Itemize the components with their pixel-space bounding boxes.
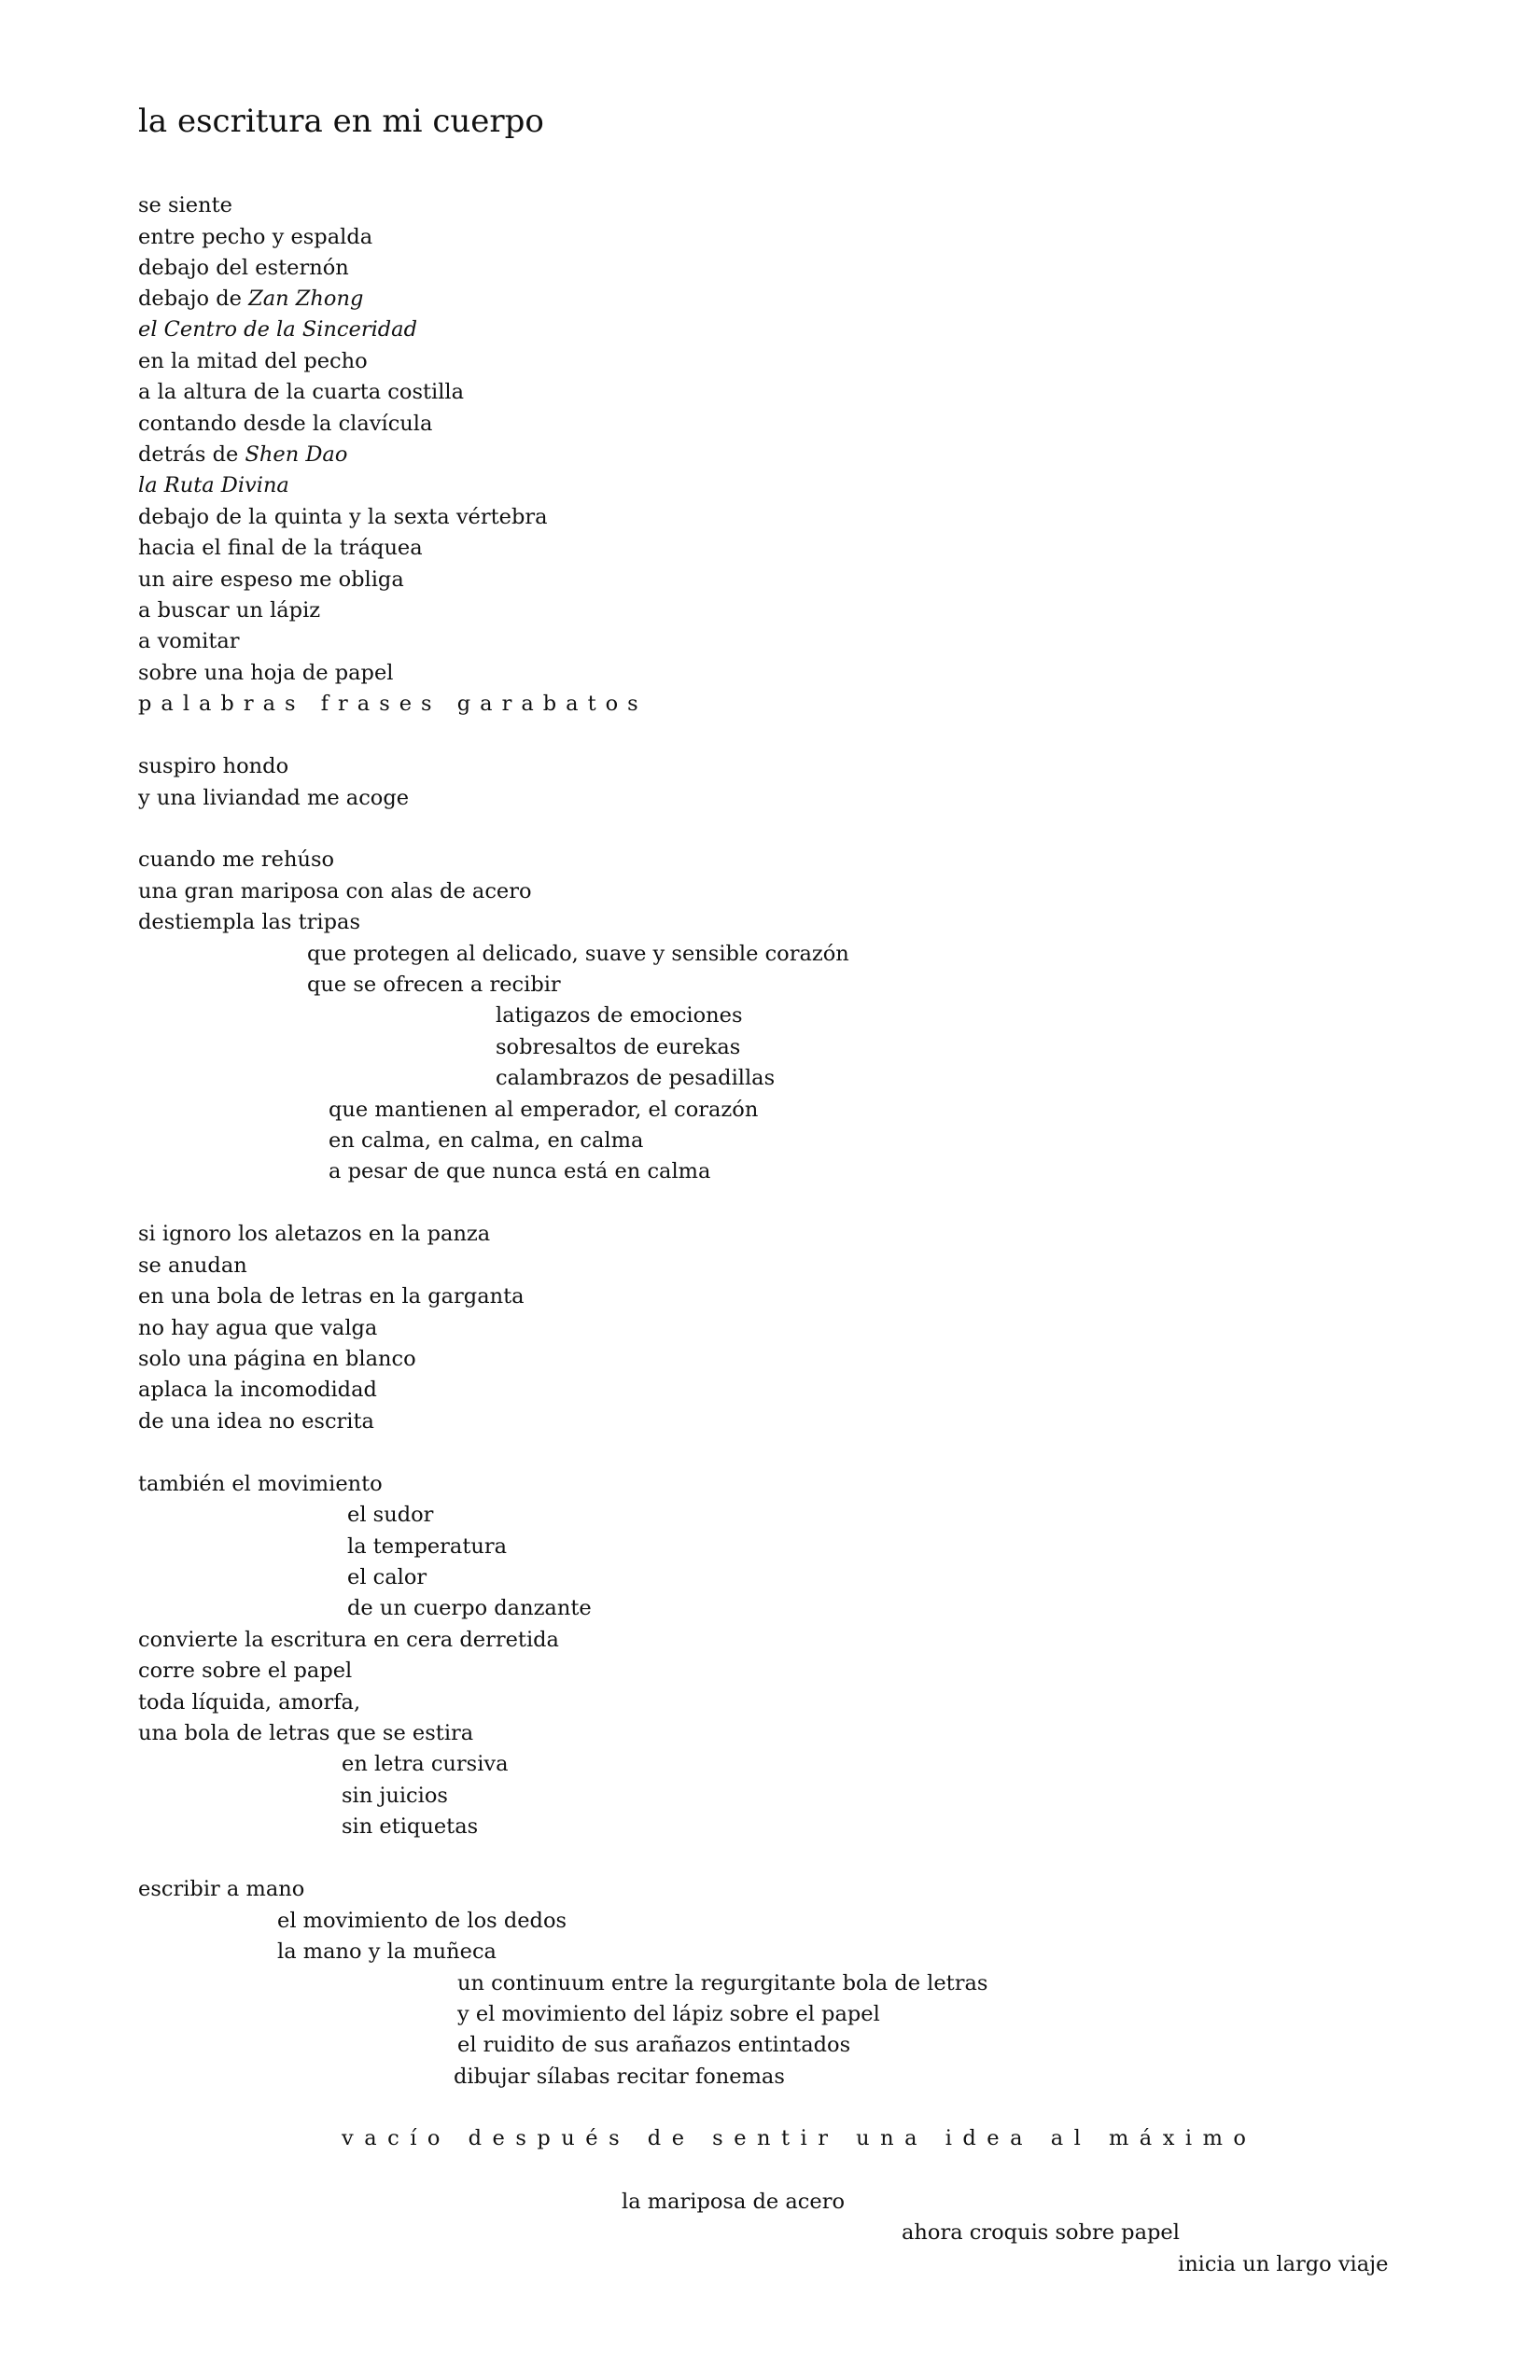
poem-line: un aire espeso me obliga — [138, 567, 404, 592]
poem-line: también el movimiento — [138, 1472, 383, 1496]
poem-line: la temperatura — [347, 1534, 508, 1559]
poem-line: contando desde la clavícula — [138, 412, 433, 436]
poem-line: que se ofrecen a recibir — [307, 973, 561, 997]
poem-line: sin juicios — [342, 1784, 448, 1808]
poem-line: en letra cursiva — [342, 1752, 509, 1776]
poem-line: en la mitad del pecho — [138, 349, 368, 373]
poem-line: y una liviandad me acoge — [138, 786, 410, 810]
poem-line: que protegen al delicado, suave y sensible corazón — [307, 942, 849, 966]
poem-line: a la altura de la cuarta costilla — [138, 380, 465, 404]
poem-line: corre sobre el papel — [138, 1659, 353, 1683]
line-text: detrás de — [138, 442, 245, 467]
spaced-line: vacío después de sentir una idea al máximo — [342, 2126, 1257, 2150]
poem-line: a buscar un lápiz — [138, 598, 321, 623]
poem-line: el movimiento de los dedos — [277, 1909, 567, 1933]
poem-line: destiempla las tripas — [138, 910, 360, 934]
poem-line — [138, 315, 417, 343]
poem-line: el sudor — [347, 1503, 434, 1527]
poem-line: debajo del esternón — [138, 256, 349, 280]
poem-line: de un cuerpo danzante — [347, 1596, 592, 1620]
poem-line: un continuum entre la regurgitante bola de letras — [457, 1971, 988, 1995]
poem-line: toda líquida, amorfa, — [138, 1690, 361, 1715]
poem-line: una bola de letras que se estira — [138, 1721, 474, 1745]
italic-term: Zan Zhong — [248, 287, 364, 311]
poem-line: la mariposa de acero — [622, 2190, 846, 2214]
spaced-line: palabras frases garabatos — [138, 692, 648, 716]
poem-line: convierte la escritura en cera derretida — [138, 1628, 559, 1652]
poem-line: se siente — [138, 193, 232, 217]
italic-term: la Ruta Divina — [138, 473, 289, 497]
poem-line: suspiro hondo — [138, 754, 289, 778]
poem-line: cuando me rehúso — [138, 847, 335, 872]
poem-line — [138, 285, 363, 313]
poem-line: sobresaltos de eurekas — [496, 1035, 741, 1059]
poem-line: a vomitar — [138, 629, 240, 653]
poem-line: si ignoro los aletazos en la panza — [138, 1222, 491, 1246]
poem-line: que mantienen al emperador, el corazón — [329, 1098, 759, 1122]
poem-line — [138, 441, 347, 469]
poem-line: de una idea no escrita — [138, 1409, 374, 1434]
poem-line: se anudan — [138, 1253, 247, 1278]
poem-line: ahora croquis sobre papel — [902, 2220, 1180, 2245]
italic-term: el Centro de la Sinceridad — [138, 317, 418, 342]
poem-line: la mano y la muñeca — [277, 1939, 497, 1964]
poem-line — [138, 471, 289, 499]
italic-term: Shen Dao — [245, 442, 348, 467]
poem-line: en una bola de letras en la garganta — [138, 1284, 525, 1309]
poem-line: en calma, en calma, en calma — [329, 1128, 644, 1153]
poem-title: la escritura en mi cuerpo — [138, 103, 544, 140]
poem-line: y el movimiento del lápiz sobre el papel — [457, 2002, 880, 2026]
poem-line: latigazos de emociones — [496, 1003, 743, 1028]
poem-line: calambrazos de pesadillas — [496, 1066, 776, 1090]
poem-line: escribir a mano — [138, 1877, 305, 1901]
poem-line: sin etiquetas — [342, 1814, 479, 1839]
poem-line: inicia un largo viaje — [1178, 2252, 1389, 2276]
poem-line: a pesar de que nunca está en calma — [329, 1159, 711, 1183]
poem-line: solo una página en blanco — [138, 1347, 416, 1371]
poem-line: entre pecho y espalda — [138, 225, 373, 249]
poem-line: debajo de la quinta y la sexta vértebra — [138, 505, 548, 529]
poem-line: aplaca la incomodidad — [138, 1378, 377, 1402]
poem-line: hacia el final de la tráquea — [138, 536, 423, 560]
line-text: debajo de — [138, 287, 249, 311]
poem-line: una gran mariposa con alas de acero — [138, 879, 532, 903]
poem-line: no hay agua que valga — [138, 1316, 378, 1340]
poem-line: sobre una hoja de papel — [138, 661, 394, 685]
poem-line: el ruidito de sus arañazos entintados — [457, 2033, 851, 2057]
poem-line: dibujar sílabas recitar fonemas — [454, 2065, 785, 2089]
poem-line: el calor — [347, 1565, 427, 1589]
